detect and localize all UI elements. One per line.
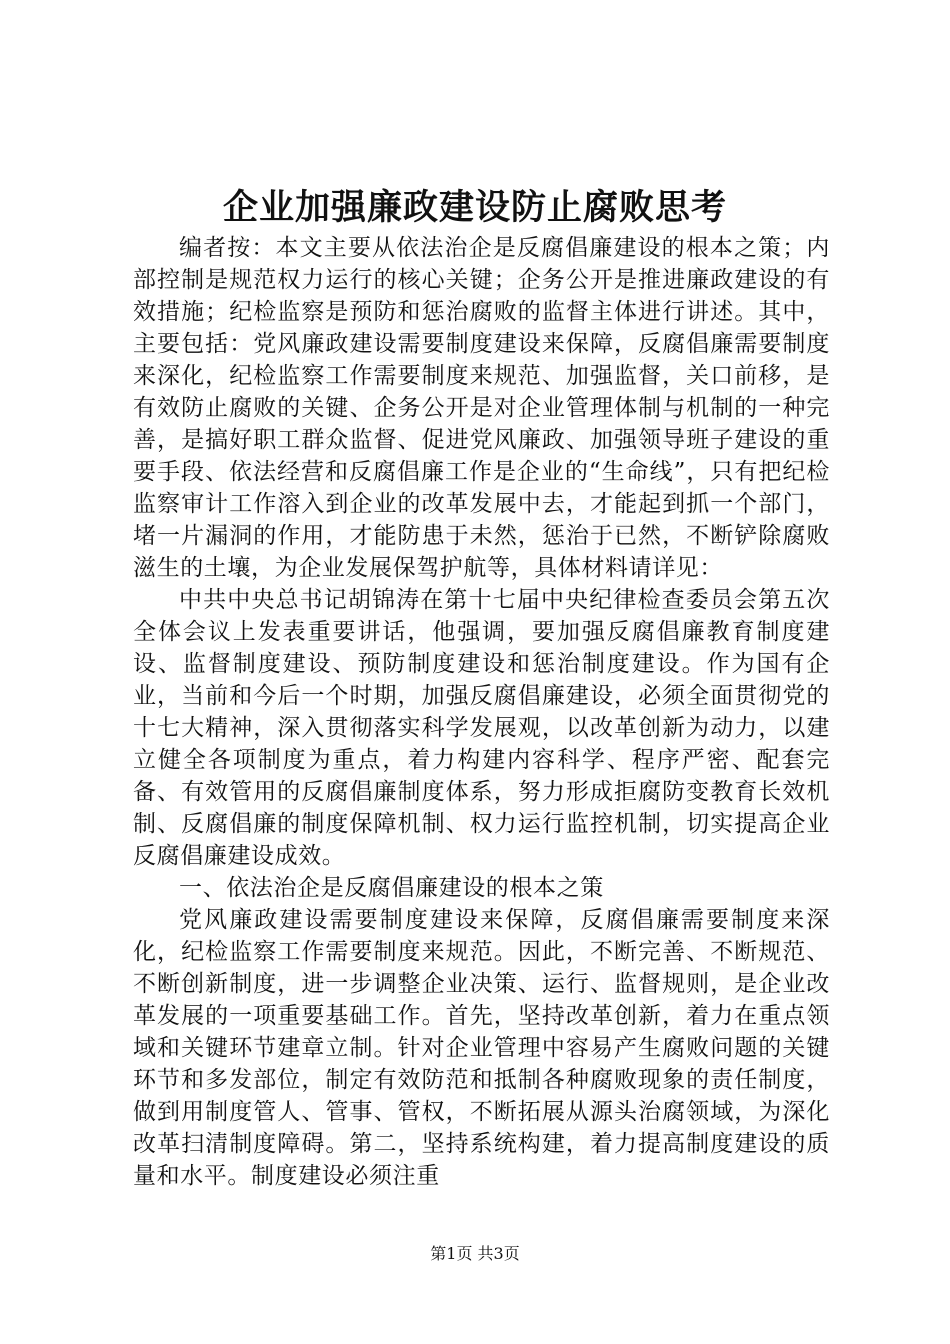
editor-note-paragraph: 编者按：本文主要从依法治企是反腐倡廉建设的根本之策；内部控制是规范权力运行的核心关键；企务公开是推进廉政建设的有效措施；纪检监察是预防和惩治腐败的监督主体进行讲述。其中，主要包括：党风廉政建设需要制度建设来保障，反腐倡廉需要制度来深化，纪检监察工作需要制度来规范、加强监督，关口前移，是有效防止腐败的关键、企务公开是对企业管理体制与机制的一种完善，是搞好职工群众监督、促进党风廉政、加强领导班子建设的重要手段、依法经营和反腐倡廉工作是企业的“生命线”，只有把纪检监察审计工作溶入到企业的改革发展中去，才能起到抓一个部门，堵一片漏洞的作用，才能防患于未然，惩治于已然，不断铲除腐败滋生的土壤，为企业发展保驾护航等，具体材料请详见： [133,235,830,581]
section-heading: 一、依法治企是反腐倡廉建设的根本之策 [179,875,604,901]
section-paragraph: 党风廉政建设需要制度建设来保障，反腐倡廉需要制度来深化，纪检监察工作需要制度来规范。因此，不断完善、不断规范、不断创新制度，进一步调整企业决策、运行、监督规则，是企业改革发展的一项重要基础工作。首先，坚持改革创新，着力在重点领域和关键环节建章立制。针对企业管理中容易产生腐败问题的关键环节和多发部位，制定有效防范和抵制各种腐败现象的责任制度，做到用制度管人、管事、管权，不断拓展从源头治腐领域，为深化改革扫清制度障碍。第二，坚持系统构建，着力提高制度建设的质量和水平。制度建设必须注重 [133,907,830,1189]
page-footer: 第1页 共3页 [430,1244,520,1263]
document-title: 企业加强廉政建设防止腐败思考 [222,187,727,228]
document-body [133,232,830,1192]
intro-paragraph: 中共中央总书记胡锦涛在第十七届中央纪律检查委员会第五次全体会议上发表重要讲话，他强调，要加强反腐倡廉教育制度建设、监督制度建设、预防制度建设和惩治制度建设。作为国有企业，当前和今后一个时期，加强反腐倡廉建设，必须全面贯彻党的十七大精神，深入贯彻落实科学发展观，以改革创新为动力，以建立健全各项制度为重点，着力构建内容科学、程序严密、配套完备、有效管用的反腐倡廉制度体系，努力形成拒腐防变教育长效机制、反腐倡廉的制度保障机制、权力运行监控机制，切实提高企业反腐倡廉建设成效。 [133,587,830,869]
